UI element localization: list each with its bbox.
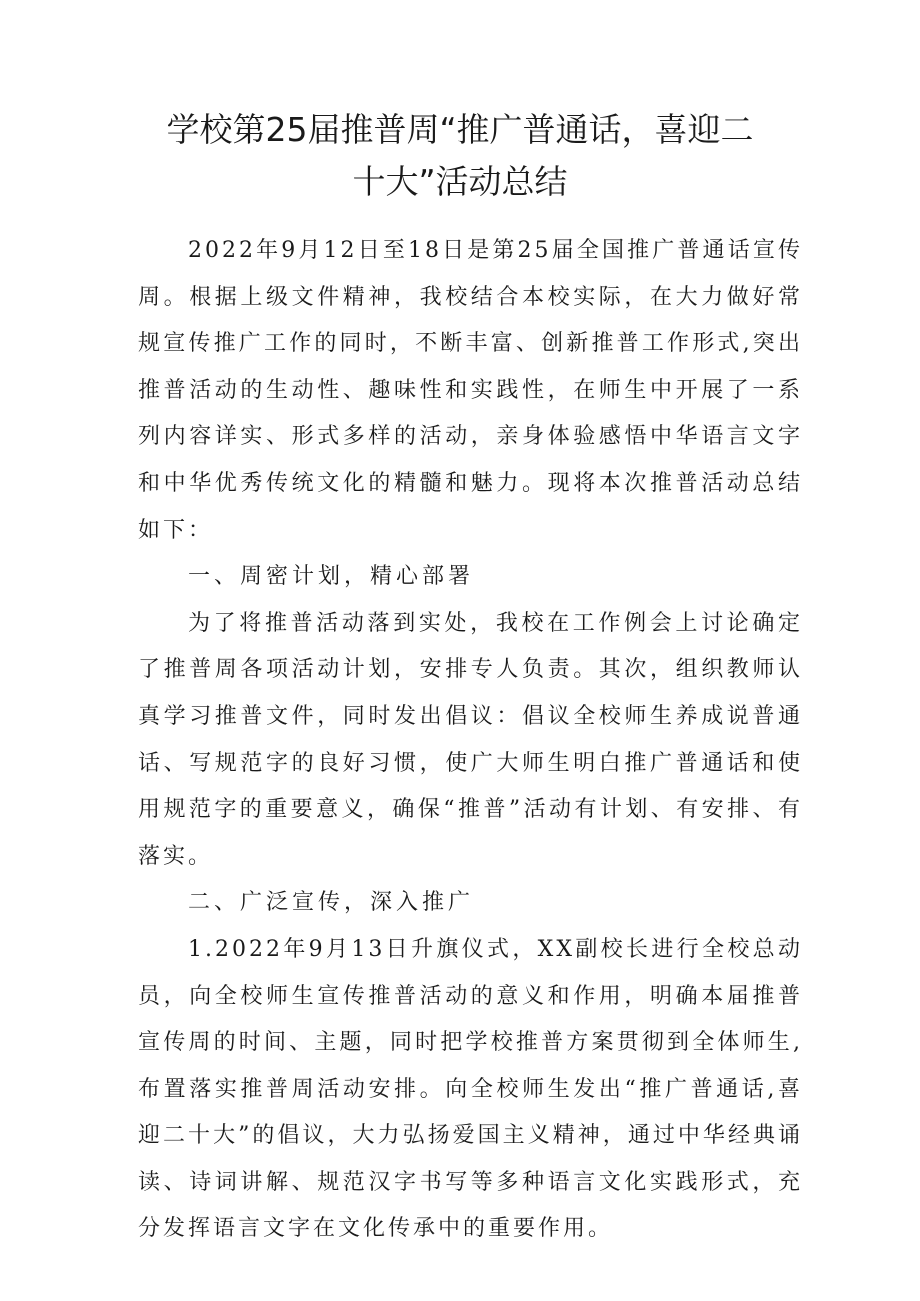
document-title-line-1: 学校第25届推普周“推广普通话，喜迎二 bbox=[166, 110, 754, 149]
section-heading-1: 一、周密计划，精心部署 bbox=[188, 564, 475, 590]
section-heading-2: 二、广泛宣传，深入推广 bbox=[188, 890, 475, 916]
document-title-line-2: 十大”活动总结 bbox=[352, 162, 568, 201]
section-1-paragraph: 为了将推普活动落到实处，我校在工作例会上讨论确定了推普周各项活动计划，安排专人负责。其次，组织教师认真学习推普文件，同时发出倡议：倡议全校师生养成说普通话、写规范字的良好习惯，使广大师生明白推广普通话和使用规范字的重要意义，确保“推普”活动有计划、有安排、有落实。 bbox=[138, 610, 803, 869]
section-2-paragraph: 1.2022年9月13日升旗仪式，XX副校长进行全校总动员，向全校师生宣传推普活动的意义和作用，明确本届推普宣传周的时间、主题，同时把学校推普方案贯彻到全体师生,布置落实推普周活动安排。向全校师生发出“推广普通话,喜迎二十大”的倡议，大力弘扬爱国主义精神，通过中华经典诵读、诗词讲解、规范汉字书写等多种语言文化实践形式，充分发挥语言文字在文化传承中的重要作用。 bbox=[138, 936, 803, 1242]
document-body bbox=[138, 228, 803, 1253]
intro-paragraph: 2022年9月12日至18日是第25届全国推广普通话宣传周。根据上级文件精神，我校结合本校实际，在大力做好常规宣传推广工作的同时，不断丰富、创新推普工作形式,突出推普活动的生动性、趣味性和实践性，在师生中开展了一系列内容详实、形式多样的活动，亲身体验感悟中华语言文字和中华优秀传统文化的精髓和魅力。现将本次推普活动总结如下： bbox=[138, 238, 803, 543]
